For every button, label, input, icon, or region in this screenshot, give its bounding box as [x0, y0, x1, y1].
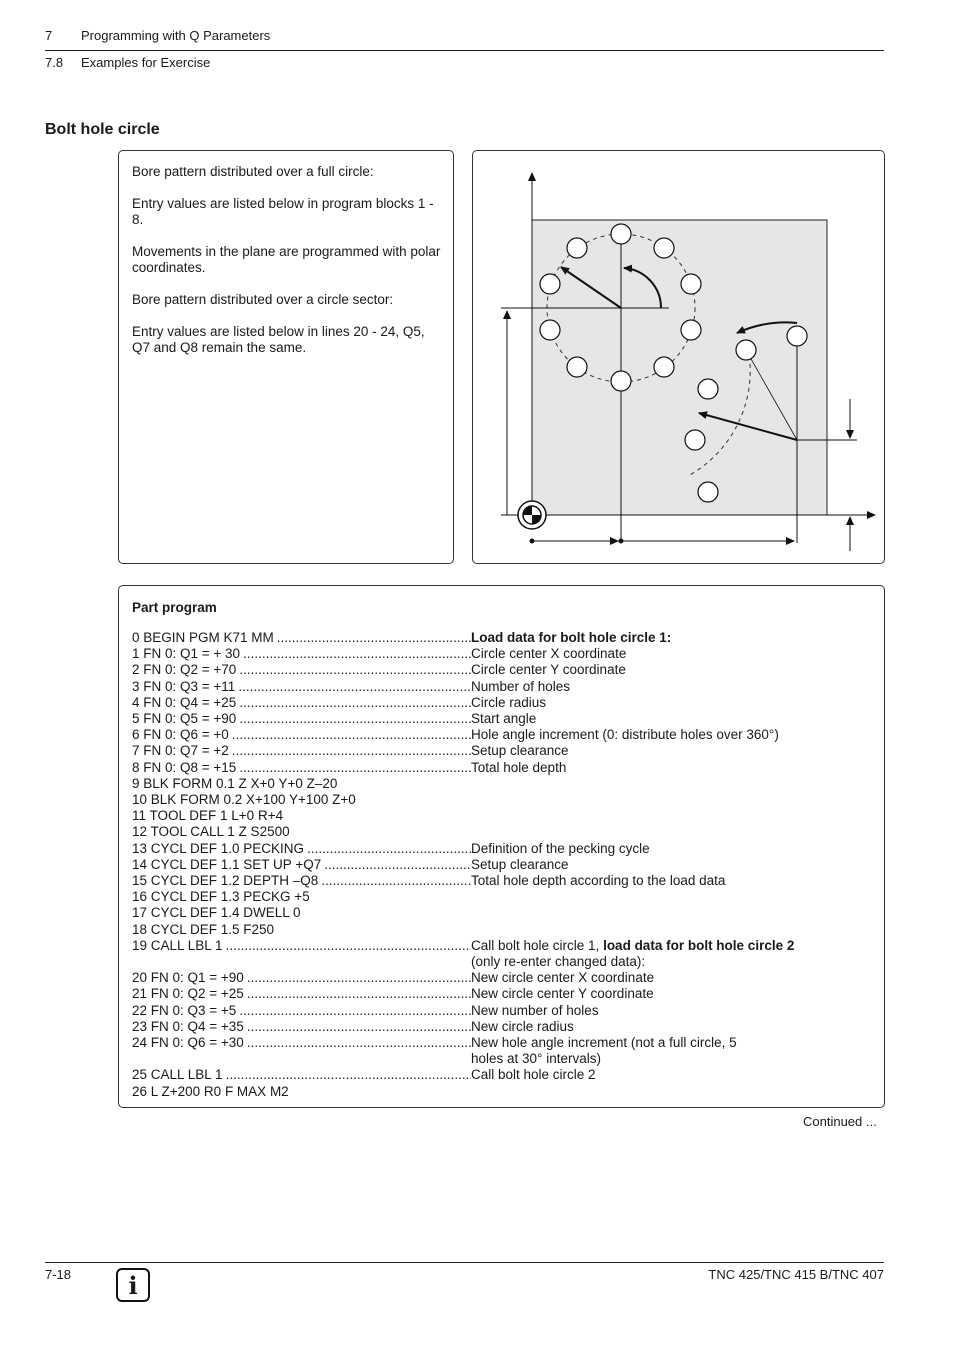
leader-dots — [239, 695, 471, 711]
leader-dots — [307, 841, 471, 857]
code-text — [132, 1051, 135, 1067]
program-code — [132, 1084, 471, 1100]
program-comment — [471, 841, 872, 857]
code-text: 21 FN 0: Q2 = +25 — [132, 986, 244, 1002]
program-comment — [471, 873, 872, 889]
program-line — [132, 1051, 872, 1067]
comment-text: Number of holes — [471, 678, 571, 694]
program-line — [132, 1084, 872, 1100]
program-line — [132, 824, 872, 840]
program-code — [132, 776, 471, 792]
hole — [567, 238, 587, 258]
program-comment — [471, 711, 872, 727]
program-code — [132, 922, 471, 938]
program-line — [132, 905, 872, 921]
hole — [540, 320, 560, 340]
leader-dots — [239, 1003, 471, 1019]
code-text: 19 CALL LBL 1 — [132, 937, 223, 953]
program-line — [132, 1019, 872, 1035]
program-code — [132, 873, 471, 889]
program-code — [132, 1051, 471, 1067]
comment-text: Call bolt hole circle 1, — [471, 937, 604, 953]
program-comment — [471, 1003, 872, 1019]
code-text: 6 FN 0: Q6 = +0 — [132, 727, 229, 743]
bolt-hole-drawing — [473, 151, 884, 563]
datum-icon — [518, 501, 546, 529]
leader-dots — [239, 711, 471, 727]
program-comment — [471, 792, 872, 808]
program-comment — [471, 646, 872, 662]
intro-box — [118, 150, 454, 564]
program-code — [132, 760, 471, 776]
leader-dots — [247, 1035, 471, 1051]
section-heading: Bolt hole circle — [45, 121, 160, 138]
comment-text: New hole angle increment (not a full circle, 5 — [471, 1035, 737, 1051]
program-line — [132, 743, 872, 759]
intro-paragraph: Bore pattern distributed over a full circle: — [132, 164, 374, 179]
program-code — [132, 1067, 471, 1083]
leader-dots — [232, 727, 471, 743]
program-code — [132, 808, 471, 824]
program-code — [132, 970, 471, 986]
leader-dots — [226, 1067, 471, 1083]
hole — [736, 340, 756, 360]
hole — [654, 357, 674, 377]
comment-text: (only re-enter changed data): — [471, 954, 646, 970]
chapter-title: Programming with Q Parameters — [81, 28, 271, 43]
code-text: 9 BLK FORM 0.1 Z X+0 Y+0 Z–20 — [132, 775, 338, 791]
program-line — [132, 857, 872, 873]
section-number: 7.8 — [45, 55, 64, 70]
program-line — [132, 679, 872, 695]
program-code — [132, 1019, 471, 1035]
leader-dots — [239, 662, 471, 678]
program-comment — [471, 808, 872, 824]
program-comment — [471, 1035, 872, 1051]
code-text: 1 FN 0: Q1 = + 30 — [132, 646, 241, 662]
code-text: 12 TOOL CALL 1 Z S2500 — [132, 824, 290, 840]
program-code — [132, 1035, 471, 1051]
leader-dots — [324, 857, 471, 873]
program-line — [132, 792, 872, 808]
program-line — [132, 808, 872, 824]
hole — [698, 379, 718, 399]
leader-dots — [243, 646, 471, 662]
program-comment — [471, 857, 872, 873]
hole — [567, 357, 587, 377]
comment-bold-text: Load data for bolt hole circle 1: — [471, 630, 672, 645]
program-code — [132, 824, 471, 840]
comment-text: Total hole depth — [471, 759, 567, 775]
hole — [681, 274, 701, 294]
program-comment — [471, 679, 872, 695]
program-line — [132, 711, 872, 727]
code-text — [132, 954, 135, 970]
program-line — [132, 1003, 872, 1019]
program-comment — [471, 695, 872, 711]
comment-text: Definition of the pecking cycle — [471, 840, 650, 856]
program-line — [132, 986, 872, 1002]
hole — [654, 238, 674, 258]
program-line — [132, 938, 872, 954]
dim-dot — [619, 539, 624, 544]
hole — [685, 430, 705, 450]
product-name: TNC 425/TNC 415 B/TNC 407 — [708, 1267, 884, 1282]
program-code — [132, 646, 471, 662]
section-title: Examples for Exercise — [81, 55, 211, 70]
header-rule — [45, 50, 884, 51]
program-comment — [471, 922, 872, 938]
code-text: 7 FN 0: Q7 = +2 — [132, 743, 229, 759]
comment-text: Setup clearance — [471, 743, 569, 759]
hole — [698, 482, 718, 502]
code-text: 25 CALL LBL 1 — [132, 1067, 223, 1083]
code-text: 20 FN 0: Q1 = +90 — [132, 970, 244, 986]
code-text: 17 CYCL DEF 1.4 DWELL 0 — [132, 905, 301, 921]
comment-text: holes at 30° intervals) — [471, 1051, 601, 1067]
program-comment — [471, 727, 872, 743]
leader-dots — [277, 630, 471, 646]
program-comment — [471, 1019, 872, 1035]
continued-note: Continued ... — [803, 1114, 877, 1129]
program-code — [132, 630, 471, 646]
footer-rule — [45, 1262, 884, 1263]
code-text: 24 FN 0: Q6 = +30 — [132, 1035, 244, 1051]
program-line — [132, 630, 872, 646]
program-line — [132, 1035, 872, 1051]
leader-dots — [238, 679, 471, 695]
leader-dots — [232, 743, 471, 759]
comment-text: Setup clearance — [471, 856, 569, 872]
code-text: 4 FN 0: Q4 = +25 — [132, 694, 237, 710]
program-code — [132, 662, 471, 678]
program-code — [132, 792, 471, 808]
program-line — [132, 776, 872, 792]
leader-dots — [247, 986, 471, 1002]
program-line — [132, 889, 872, 905]
drawing-box — [472, 150, 885, 564]
program-code — [132, 857, 471, 873]
comment-text: New circle center Y coordinate — [471, 986, 654, 1002]
code-text: 5 FN 0: Q5 = +90 — [132, 711, 237, 727]
code-text: 8 FN 0: Q8 = +15 — [132, 759, 237, 775]
program-comment — [471, 970, 872, 986]
program-listing — [132, 630, 872, 1100]
code-text: 13 CYCL DEF 1.0 PECKING — [132, 840, 305, 856]
intro-paragraph: Bore pattern distributed over a circle sector: — [132, 292, 394, 307]
leader-dots — [239, 760, 471, 776]
program-line — [132, 954, 872, 970]
program-code — [132, 1003, 471, 1019]
comment-text: Hole angle increment (0: distribute holes over 360°) — [471, 727, 779, 743]
program-code — [132, 938, 471, 954]
program-line — [132, 1067, 872, 1083]
code-text: 26 L Z+200 R0 F MAX M2 — [132, 1083, 289, 1099]
code-text: 14 CYCL DEF 1.1 SET UP +Q7 — [132, 856, 322, 872]
program-comment — [471, 776, 872, 792]
program-comment — [471, 986, 872, 1002]
comment-text: Circle center X coordinate — [471, 646, 627, 662]
code-text: 0 BEGIN PGM K71 MM — [132, 630, 274, 645]
intro-paragraph: Entry values are listed below in program blocks 1 - 8. — [132, 196, 434, 227]
intro-paragraph: Entry values are listed below in lines 20 - 24, Q5, Q7 and Q8 remain the same. — [132, 324, 425, 355]
program-code — [132, 711, 471, 727]
hole — [611, 371, 631, 391]
code-text: 10 BLK FORM 0.2 X+100 Y+100 Z+0 — [132, 792, 356, 808]
program-code — [132, 905, 471, 921]
dim-dot — [530, 539, 535, 544]
info-icon: i — [116, 1268, 150, 1302]
program-line — [132, 922, 872, 938]
hole — [540, 274, 560, 294]
code-text: 15 CYCL DEF 1.2 DEPTH –Q8 — [132, 873, 319, 889]
comment-bold-text: load data for bolt hole circle 2 — [603, 937, 795, 953]
program-code — [132, 743, 471, 759]
program-line — [132, 695, 872, 711]
comment-text: Start angle — [471, 711, 537, 727]
program-comment — [471, 954, 872, 970]
comment-text: New circle radius — [471, 1018, 574, 1034]
program-code — [132, 841, 471, 857]
program-comment — [471, 1051, 872, 1067]
hole — [681, 320, 701, 340]
program-comment — [471, 760, 872, 776]
hole — [611, 224, 631, 244]
program-line — [132, 662, 872, 678]
code-text: 18 CYCL DEF 1.5 F250 — [132, 921, 275, 937]
program-comment — [471, 938, 872, 954]
program-code — [132, 889, 471, 905]
program-line — [132, 873, 872, 889]
program-line — [132, 760, 872, 776]
leader-dots — [247, 1019, 471, 1035]
code-text: 11 TOOL DEF 1 L+0 R+4 — [132, 808, 284, 824]
program-comment — [471, 905, 872, 921]
chapter-number: 7 — [45, 28, 53, 43]
comment-text: New number of holes — [471, 1002, 599, 1018]
comment-text: Circle radius — [471, 694, 547, 710]
program-comment — [471, 889, 872, 905]
program-code — [132, 986, 471, 1002]
program-comment — [471, 743, 872, 759]
code-text: 23 FN 0: Q4 = +35 — [132, 1018, 244, 1034]
program-code — [132, 954, 471, 970]
program-box — [118, 585, 885, 1108]
program-comment — [471, 630, 872, 646]
leader-dots — [247, 970, 471, 986]
program-line — [132, 646, 872, 662]
comment-text: Call bolt hole circle 2 — [471, 1067, 596, 1083]
intro-paragraph: Movements in the plane are programmed with polar coordinates. — [132, 244, 441, 275]
program-comment — [471, 824, 872, 840]
comment-text: Total hole depth according to the load data — [471, 873, 726, 889]
program-line — [132, 841, 872, 857]
program-code — [132, 727, 471, 743]
program-code — [132, 679, 471, 695]
code-text: 2 FN 0: Q2 = +70 — [132, 662, 237, 678]
program-title: Part program — [132, 600, 217, 615]
comment-text: New circle center X coordinate — [471, 970, 655, 986]
program-line — [132, 970, 872, 986]
leader-dots — [226, 938, 471, 954]
program-comment — [471, 1084, 872, 1100]
program-comment — [471, 1067, 872, 1083]
program-line — [132, 727, 872, 743]
hole — [787, 326, 807, 346]
code-text: 3 FN 0: Q3 = +11 — [132, 678, 236, 694]
page-number: 7-18 — [45, 1267, 72, 1282]
leader-dots — [321, 873, 471, 889]
program-comment — [471, 662, 872, 678]
code-text: 22 FN 0: Q3 = +5 — [132, 1002, 237, 1018]
program-code — [132, 695, 471, 711]
comment-text: Circle center Y coordinate — [471, 662, 626, 678]
code-text: 16 CYCL DEF 1.3 PECKG +5 — [132, 889, 310, 905]
